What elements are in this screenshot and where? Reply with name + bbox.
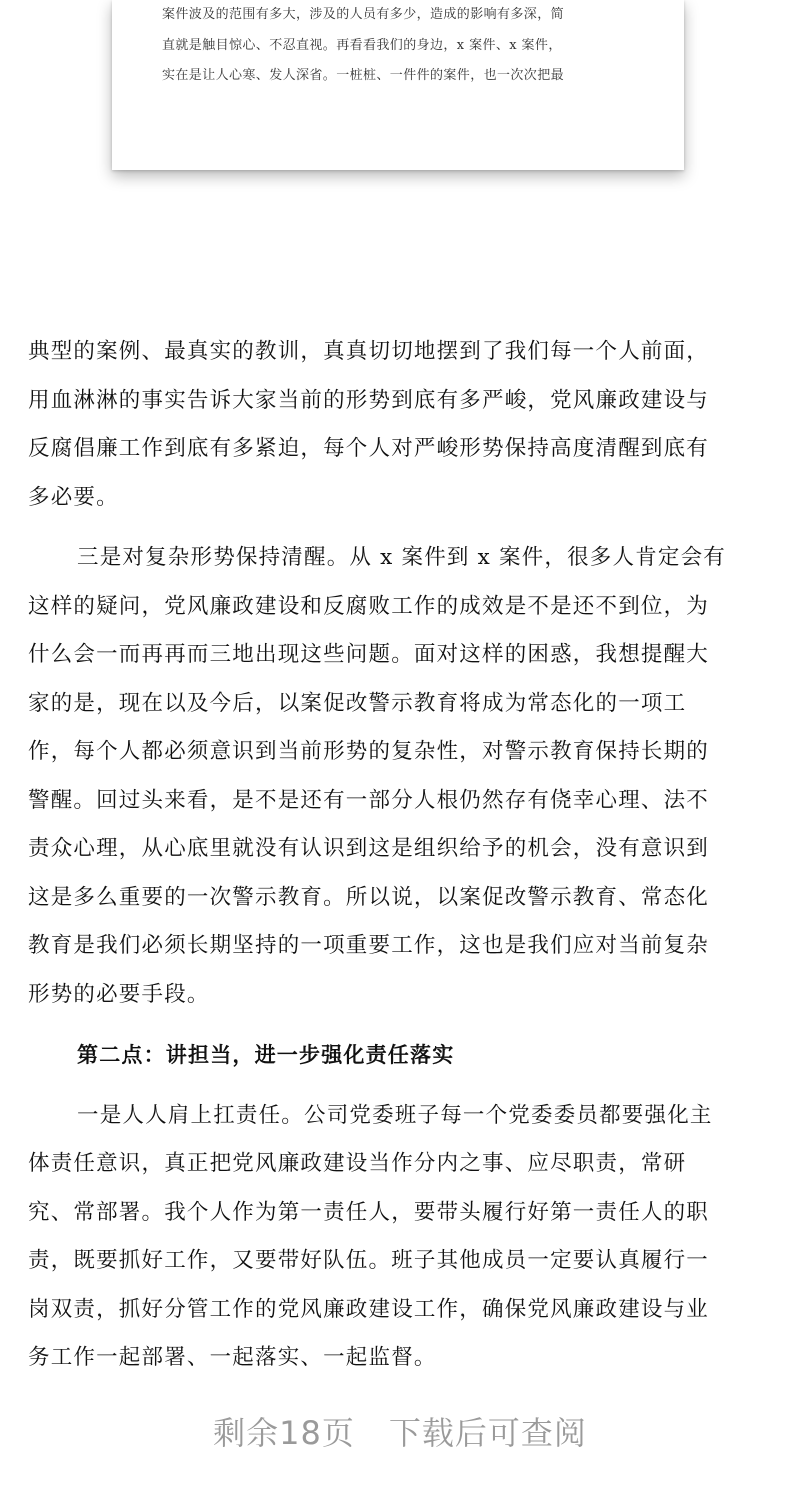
text-line: 究、常部署。我个人作为第一责任人，要带头履行好第一责任人的职	[28, 1199, 710, 1225]
text-line: 这样的疑问，党风廉政建设和反腐败工作的成效是不是还不到位，为	[28, 593, 710, 619]
text-line: 体责任意识，真正把党风廉政建设当作分内之事、应尽职责，常研	[28, 1151, 687, 1176]
text-line: 务工作一起部署、一起落实、一起监督。	[28, 1345, 437, 1370]
preview-line: 实在是让人心寒、发人深省。一桩桩、一件件的案件，也一次次把最	[162, 68, 565, 83]
text-line: 一是人人肩上扛责任。公司党委班子每一个党委委员都要强化主	[77, 1102, 713, 1128]
text-line: 典型的案例、最真实的教训，真真切切地摆到了我们每一个人前面，	[28, 339, 710, 364]
text-line: 多必要。	[28, 484, 119, 510]
preview-line: 案件波及的范围有多大，涉及的人员有多少，造成的影响有多深，简	[162, 7, 565, 22]
text-line: 作，每个人都必须意识到当前形势的复杂性，对警示教育保持长期的	[28, 739, 710, 764]
text-line: 岗双责，抓好分管工作的党风廉政建设工作，确保党风廉政建设与业	[28, 1296, 710, 1322]
text-line: 三是对复杂形势保持清醒。从 x 案件到 x 案件，很多人肯定会有	[77, 545, 726, 570]
paragraph-gap	[28, 1080, 768, 1092]
document-body	[28, 328, 768, 1383]
paragraph-1	[28, 328, 768, 522]
text-line: 用血淋淋的事实告诉大家当前的形势到底有多严峻，党风廉政建设与	[28, 387, 710, 413]
section-heading: 第二点：讲担当，进一步强化责任落实	[77, 1043, 455, 1067]
page-preview-card	[112, 0, 684, 170]
download-prompt-banner[interactable]	[0, 1408, 800, 1454]
text-line: 家的是，现在以及今后，以案促改警示教育将成为常态化的一项工	[28, 690, 687, 716]
text-line: 这是多么重要的一次警示教育。所以说，以案促改警示教育、常态化	[28, 884, 710, 910]
text-line: 责众心理，从心底里就没有认识到这是组织给予的机会，没有意识到	[28, 836, 710, 861]
text-line: 责，既要抓好工作，又要带好队伍。班子其他成员一定要认真履行一	[28, 1248, 710, 1273]
paragraph-2	[28, 534, 768, 1019]
paragraph-gap	[28, 522, 768, 534]
text-line: 教育是我们必须长期坚持的一项重要工作，这也是我们应对当前复杂	[28, 933, 710, 958]
text-line: 反腐倡廉工作到底有多紧迫，每个人对严峻形势保持高度清醒到底有	[28, 436, 710, 461]
paragraph-gap	[28, 1019, 768, 1031]
text-line: 什么会一而再再而三地出现这些问题。面对这样的困惑，我想提醒大	[28, 642, 710, 667]
paragraph-3	[28, 1092, 768, 1383]
remaining-pages-label: 剩余18页	[213, 1414, 355, 1452]
preview-line: 直就是触目惊心、不忍直视。再看看我们的身边，x 案件、x 案件，	[162, 38, 562, 53]
text-line: 警醒。回过头来看，是不是还有一部分人根仍然存有侥幸心理、法不	[28, 787, 710, 813]
download-to-view-label: 下载后可查阅	[388, 1414, 587, 1452]
text-line: 形势的必要手段。	[28, 981, 210, 1007]
